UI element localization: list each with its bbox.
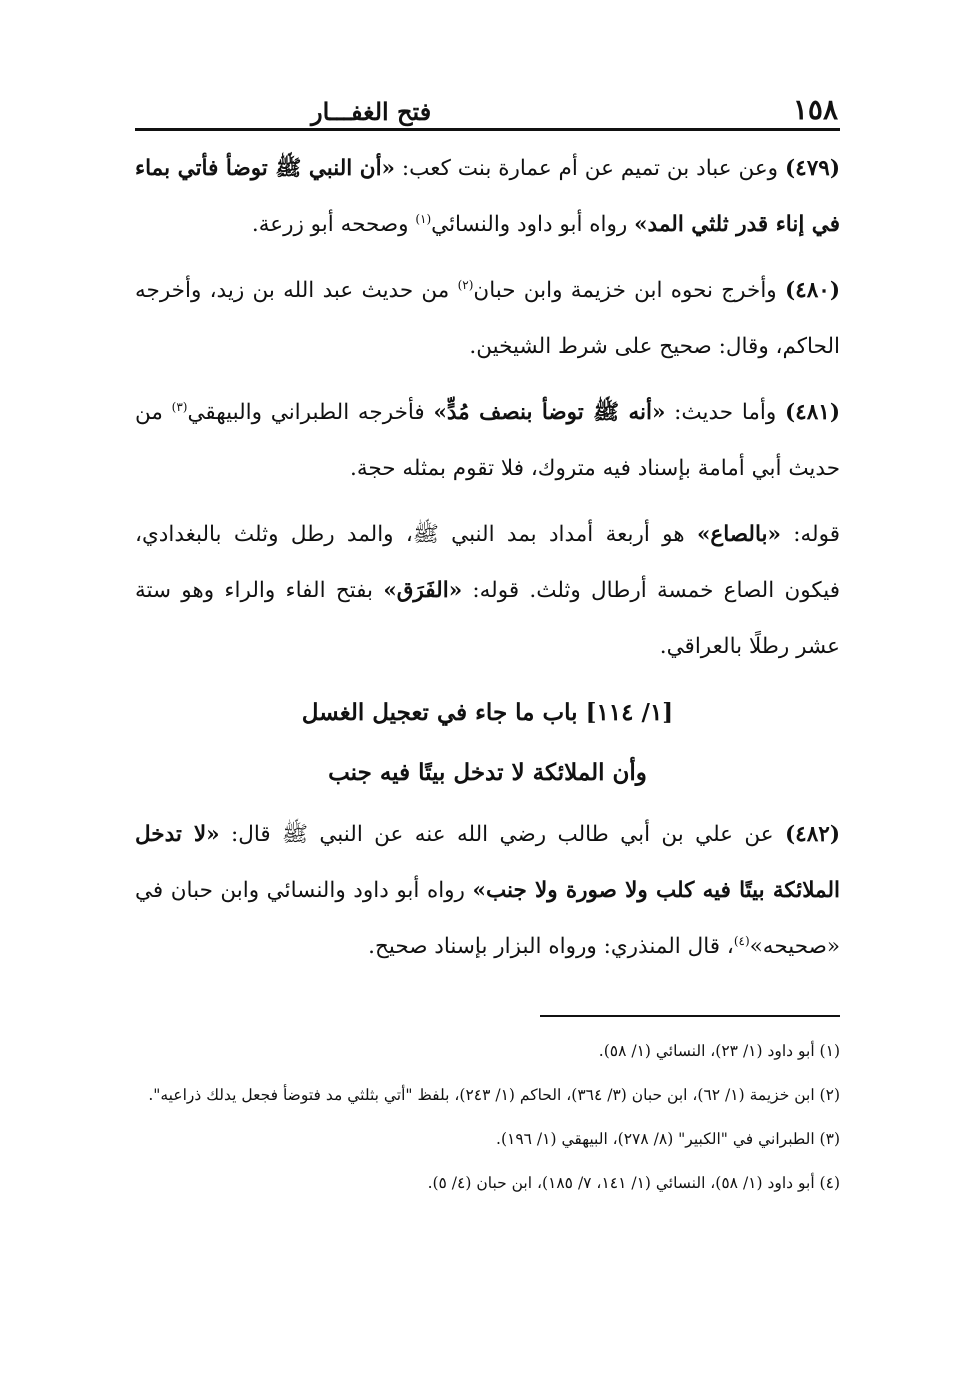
text-segment: وعن عباد بن تميم عن أم عمارة بنت كعب:: [395, 156, 785, 181]
footnotes: [135, 1015, 840, 1205]
text-segment: فأخرجه الطبراني والبيهقي: [187, 400, 434, 425]
main-text: [135, 141, 840, 975]
section-subheading: وأن الملائكة لا تدخل بيتًا فيه جنب: [328, 759, 647, 786]
hadith-quote: «أن النبي ﷺ توضأ فأتي بماء في إناء قدر ثلثي المد»: [135, 156, 840, 237]
text-segment: من حديث أبي أمامة بإسناد فيه متروك، فلا تقوم بمثله حجة.: [135, 400, 840, 481]
hadith-quote: «أنه ﷺ توضأ بنصف مُدٍّ»: [433, 400, 666, 425]
text-segment: هو أربعة أمداد بمد النبي ﷺ، والمد رطل وثلث بالبغدادي، فيكون الصاع خمسة أرطال وثلث. قوله:: [135, 522, 840, 603]
text-segment: وأما حديث:: [665, 400, 785, 425]
hadith-number: (٤٨٢): [784, 822, 840, 847]
footnote-divider: [540, 1015, 840, 1017]
hadith-480: [135, 263, 840, 375]
page-number: ١٥٨: [792, 93, 838, 126]
footnote: (١) أبو داود (١/ ٢٣)، النسائي (١/ ٥٨).: [598, 1042, 840, 1060]
text-segment: قوله:: [780, 522, 840, 547]
text-segment: عن علي بن أبي طالب رضي الله عنه عن النبي ﷺ قال:: [219, 822, 785, 847]
text-segment: بفتح الفاء والراء وهو ستة عشر رطلًا بالعراقي.: [135, 578, 840, 659]
footnote-ref: (٢): [457, 277, 474, 292]
hadith-number: (٤٨٠): [784, 278, 840, 303]
section-heading: [١/ ١١٤] باب ما جاء في تعجيل الغسل: [301, 699, 674, 726]
defined-term: «بالصاع»: [696, 522, 781, 547]
footnote-ref: (١): [415, 211, 432, 226]
text-segment: ، قال المنذري: ورواه البزار بإسناد صحيح.: [368, 934, 734, 959]
text-segment: وأخرج نحوه ابن خزيمة وابن حبان: [473, 278, 785, 303]
hadith-482: [135, 807, 840, 975]
footnote: (٣) الطبراني في "الكبير" (٨/ ٢٧٨)، البيهقي (١/ ١٩٦).: [496, 1130, 840, 1148]
book-page: [135, 88, 840, 1205]
hadith-479: [135, 141, 840, 253]
page-header: [135, 88, 840, 131]
text-segment: وصححه أبو زرعة.: [251, 212, 416, 237]
footnote: (٤) أبو داود (١/ ٥٨)، النسائي (١/ ١٤١، ٧/ ١٨٥)، ابن حبان (٤/ ٥).: [427, 1174, 840, 1192]
commentary-paragraph: [135, 507, 840, 675]
running-title: فتح الغفـــار: [311, 97, 432, 126]
footnote-ref: (٣): [171, 399, 188, 414]
footnote: (٢) ابن خزيمة (١/ ٦٢)، ابن حبان (٣/ ٣٦٤)، الحاكم (١/ ٢٤٣)، بلفظ "أتي بثلثي مد فتوضأ فجعل يدلك ذراعيه".: [148, 1086, 840, 1104]
text-segment: من حديث عبد الله بن زيد، وأخرجه الحاكم، وقال: صحيح على شرط الشيخين.: [135, 278, 840, 359]
footnote-ref: (٤): [733, 933, 750, 948]
text-segment: رواه أبو داود والنسائي: [431, 212, 635, 237]
text-segment: رواه أبو داود والنسائي وابن حبان في «صحيحه»: [135, 878, 840, 959]
hadith-number: (٤٨١): [784, 400, 841, 425]
hadith-481: [135, 385, 840, 497]
defined-term: «الفَرَق»: [383, 578, 463, 603]
hadith-quote: «لا تدخل الملائكة بيتًا فيه كلب ولا صورة ولا جنب»: [135, 822, 840, 903]
hadith-number: (٤٧٩): [784, 156, 840, 181]
